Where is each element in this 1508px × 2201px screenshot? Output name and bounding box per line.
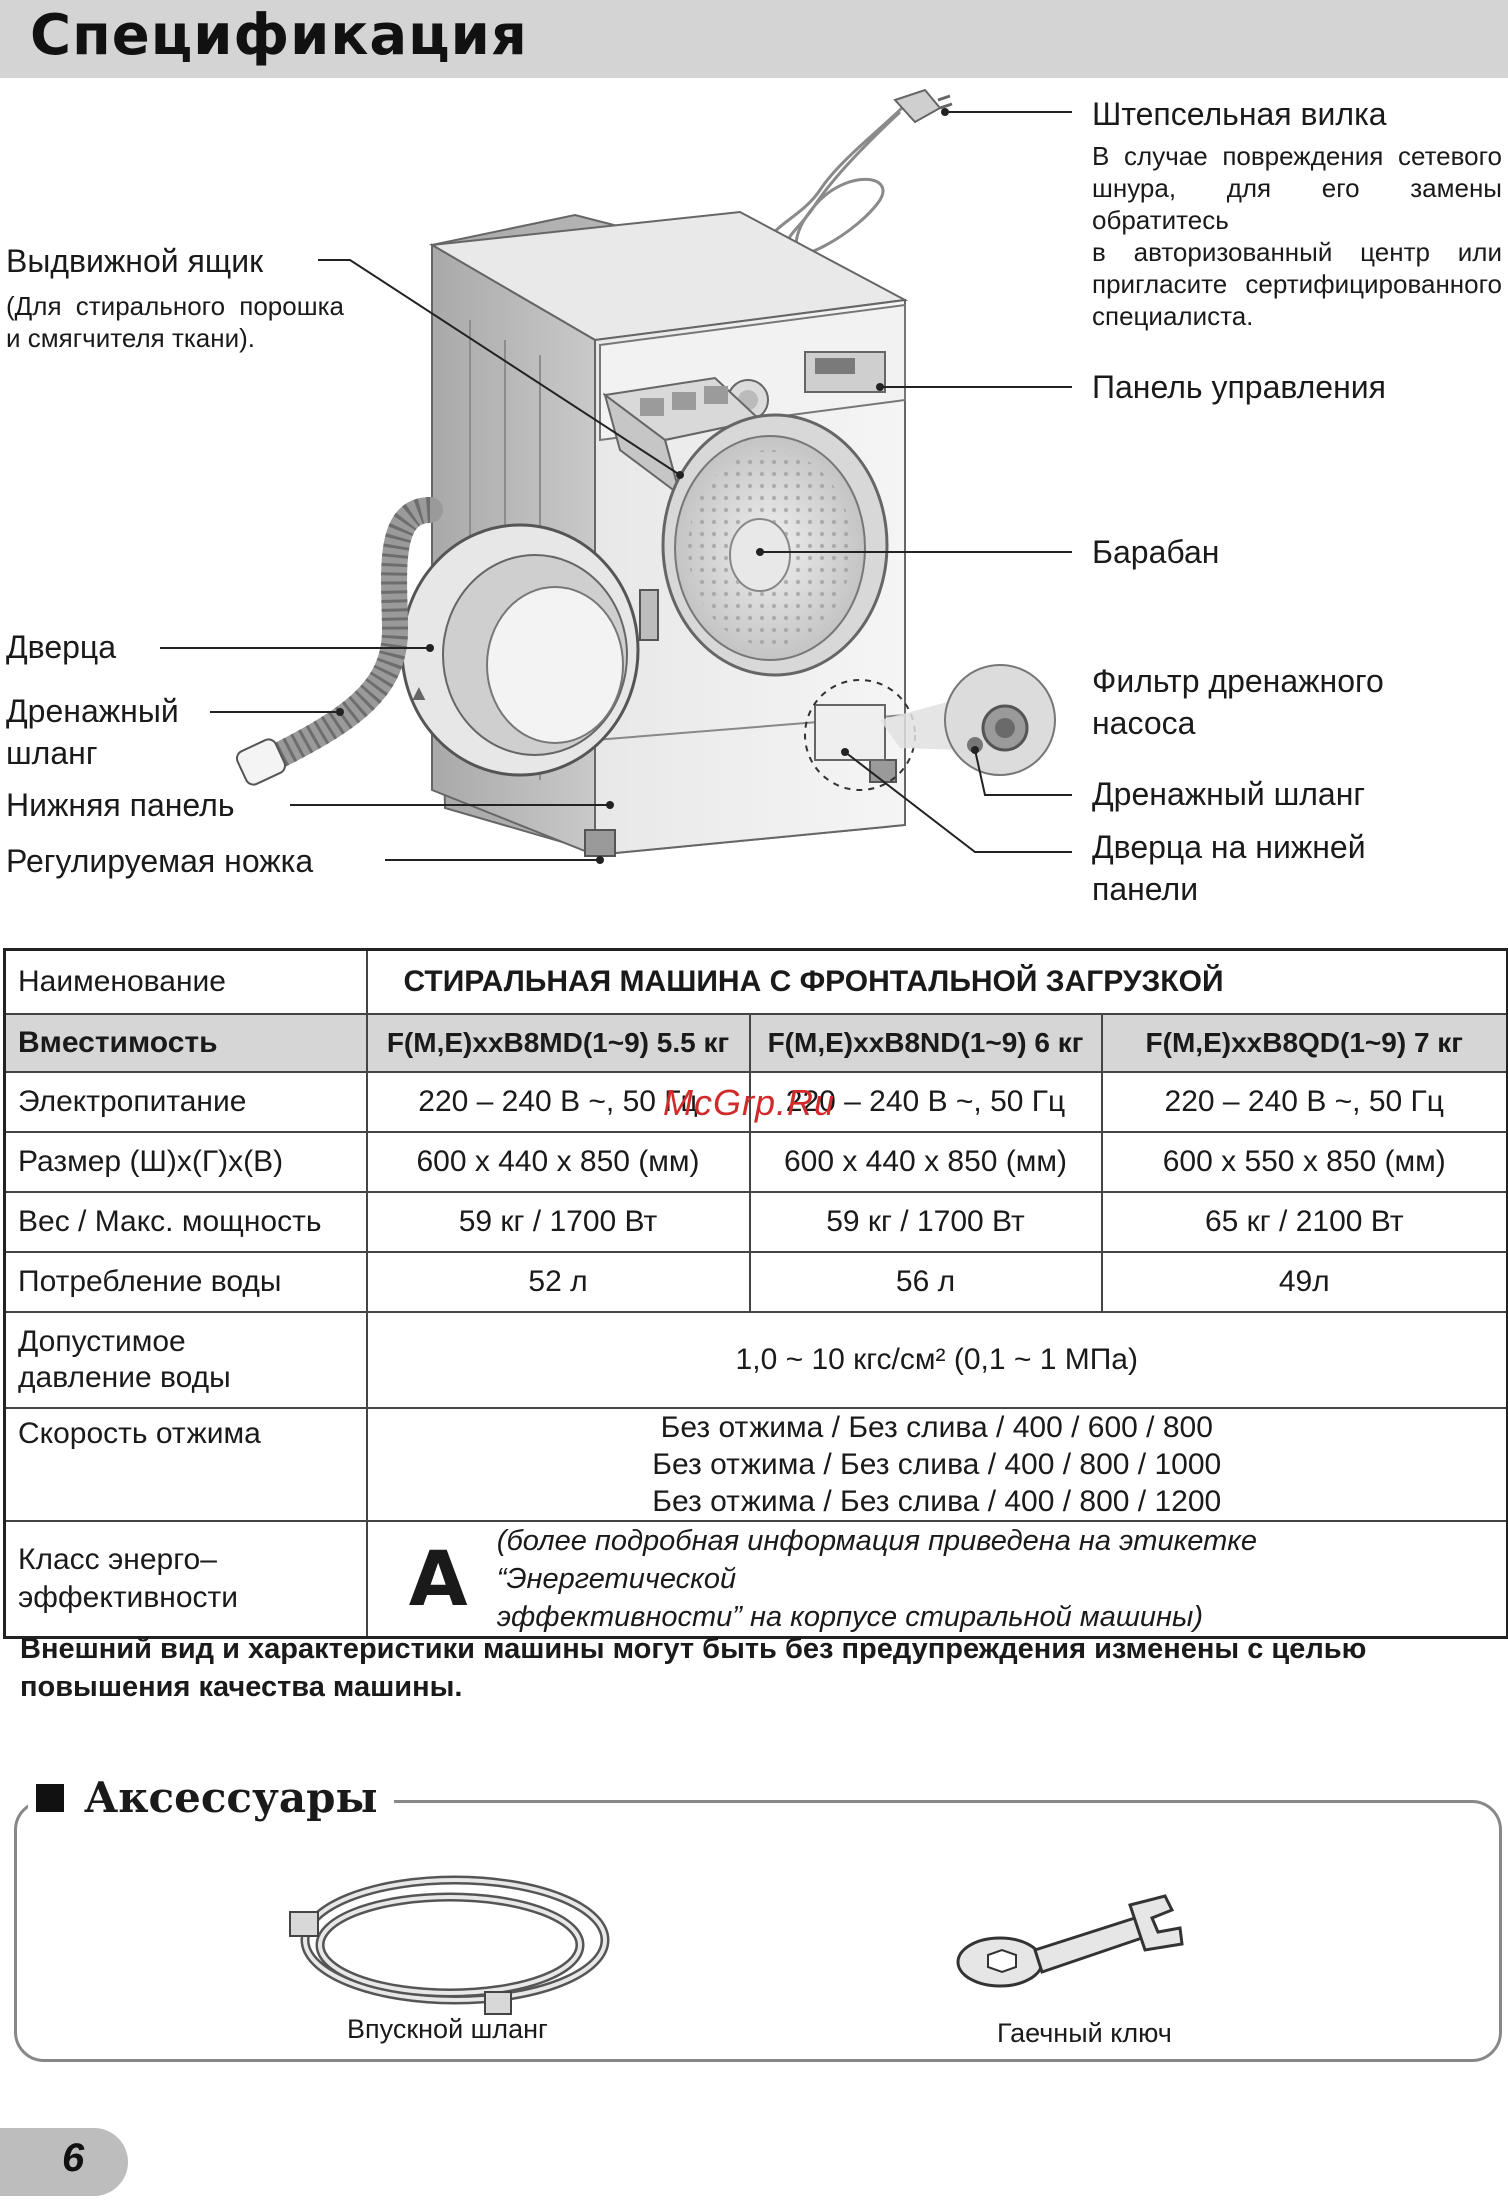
- spin-value: Без отжима / Без слива / 400 / 800 / 1200: [652, 1484, 1222, 1518]
- model-cell: F(M,E)xxB8MD(1~9) 5.5 кг: [367, 1014, 750, 1072]
- accessory-label: Гаечный ключ: [997, 2018, 1172, 2048]
- wrench-icon: [958, 1896, 1182, 1986]
- spin-value: Без отжима / Без слива / 400 / 800 / 1000: [652, 1447, 1222, 1481]
- row-value: 65 кг / 2100 Вт: [1102, 1192, 1508, 1252]
- plug-note-line: в авторизованный центр или: [1092, 237, 1502, 267]
- plug-note-line: пригласите сертифицированного: [1092, 269, 1502, 299]
- watermark: McGrp.Ru: [663, 1082, 836, 1123]
- model-cell: F(M,E)xxB8ND(1~9) 6 кг: [750, 1014, 1102, 1072]
- row-label: Вес / Макс. мощность: [5, 1192, 367, 1252]
- drawer-label: Выдвижной ящик: [6, 243, 264, 279]
- drain-hose-label-line: Дренажный: [6, 693, 179, 729]
- row-value: 220 – 240 В ~, 50 Гц: [367, 1072, 750, 1132]
- pump-filter-label-line: Фильтр дренажного: [1092, 663, 1384, 699]
- row-value: 56 л: [750, 1252, 1102, 1312]
- row-value: 220 – 240 В ~, 50 Гц: [1102, 1072, 1508, 1132]
- row-value: 59 кг / 1700 Вт: [750, 1192, 1102, 1252]
- energy-note-line: эффективности” на корпусе стиральной машины): [496, 1600, 1203, 1633]
- energy-class: A: [408, 1534, 468, 1623]
- plug-note-line: В случае повреждения сетевого: [1092, 141, 1502, 171]
- name-label: Наименование: [5, 950, 367, 1014]
- pressure-value: 1,0 ~ 10 кгс/см² (0,1 ~ 1 МПа): [367, 1312, 1508, 1408]
- drain-hose-right-label: Дренажный шланг: [1092, 776, 1366, 812]
- disclaimer: Внешний вид и характеристики машины могут быть без предупреждения изменены с целью повышения качества машины.: [20, 1633, 1367, 1703]
- lower-panel-label: Нижняя панель: [6, 787, 235, 823]
- plug-note-line: шнура, для его замены обратитесь: [1092, 173, 1502, 235]
- drawer-note-line: и смягчителя ткани).: [6, 323, 256, 353]
- plug-note-line: специалиста.: [1092, 301, 1254, 331]
- spin-value: Без отжима / Без слива / 400 / 600 / 800: [660, 1410, 1213, 1444]
- drum-label: Барабан: [1092, 534, 1220, 570]
- energy-label-line: эффективности: [18, 1580, 239, 1614]
- door-label: Дверца: [6, 629, 117, 665]
- page-number: 6: [62, 2136, 85, 2180]
- pressure-label-line: Допустимое: [18, 1324, 186, 1358]
- row-value: 52 л: [367, 1252, 750, 1312]
- drain-hose-label-line: шланг: [6, 735, 98, 771]
- svg-text:▲: ▲: [408, 680, 430, 705]
- row-label: Электропитание: [5, 1072, 367, 1132]
- page-title: Спецификация: [30, 3, 528, 68]
- capacity-label: Вместимость: [5, 1014, 367, 1072]
- row-value: 59 кг / 1700 Вт: [367, 1192, 750, 1252]
- adjustable-foot-label: Регулируемая ножка: [6, 843, 314, 879]
- pump-filter-label-line: насоса: [1092, 705, 1196, 741]
- inlet-hose-icon: [290, 1880, 605, 2014]
- pressure-label-line: давление воды: [18, 1360, 231, 1394]
- row-value: 600 x 440 x 850 (мм): [367, 1132, 750, 1192]
- plug-label: Штепсельная вилка: [1092, 96, 1387, 132]
- row-value: 600 x 440 x 850 (мм): [750, 1132, 1102, 1192]
- model-cell: F(M,E)xxB8QD(1~9) 7 кг: [1102, 1014, 1508, 1072]
- row-value: 600 x 550 x 850 (мм): [1102, 1132, 1508, 1192]
- row-label: Размер (Ш)х(Г)х(В): [5, 1132, 367, 1192]
- row-label: Потребление воды: [5, 1252, 367, 1312]
- lower-panel-door-label-line: Дверца на нижней: [1092, 829, 1366, 865]
- energy-label-line: Класс энерго–: [18, 1542, 217, 1576]
- energy-note-line: (более подробная информация приведена на этикетке “Энергетической: [496, 1524, 1258, 1595]
- accessory-label: Впускной шланг: [347, 2014, 548, 2044]
- spin-label: Скорость отжима: [5, 1408, 367, 1521]
- name-value: СТИРАЛЬНАЯ МАШИНА С ФРОНТАЛЬНОЙ ЗАГРУЗКОЙ: [367, 950, 1508, 1014]
- lower-panel-door-label-line: панели: [1092, 871, 1199, 907]
- row-value: 49л: [1102, 1252, 1508, 1312]
- row-value: 220 – 240 В ~, 50 Гц: [750, 1072, 1102, 1132]
- accessories-title: Аксессуары: [84, 1773, 378, 1822]
- drawer-note-line: (Для стирального порошка: [6, 291, 344, 321]
- control-panel-label: Панель управления: [1092, 369, 1386, 405]
